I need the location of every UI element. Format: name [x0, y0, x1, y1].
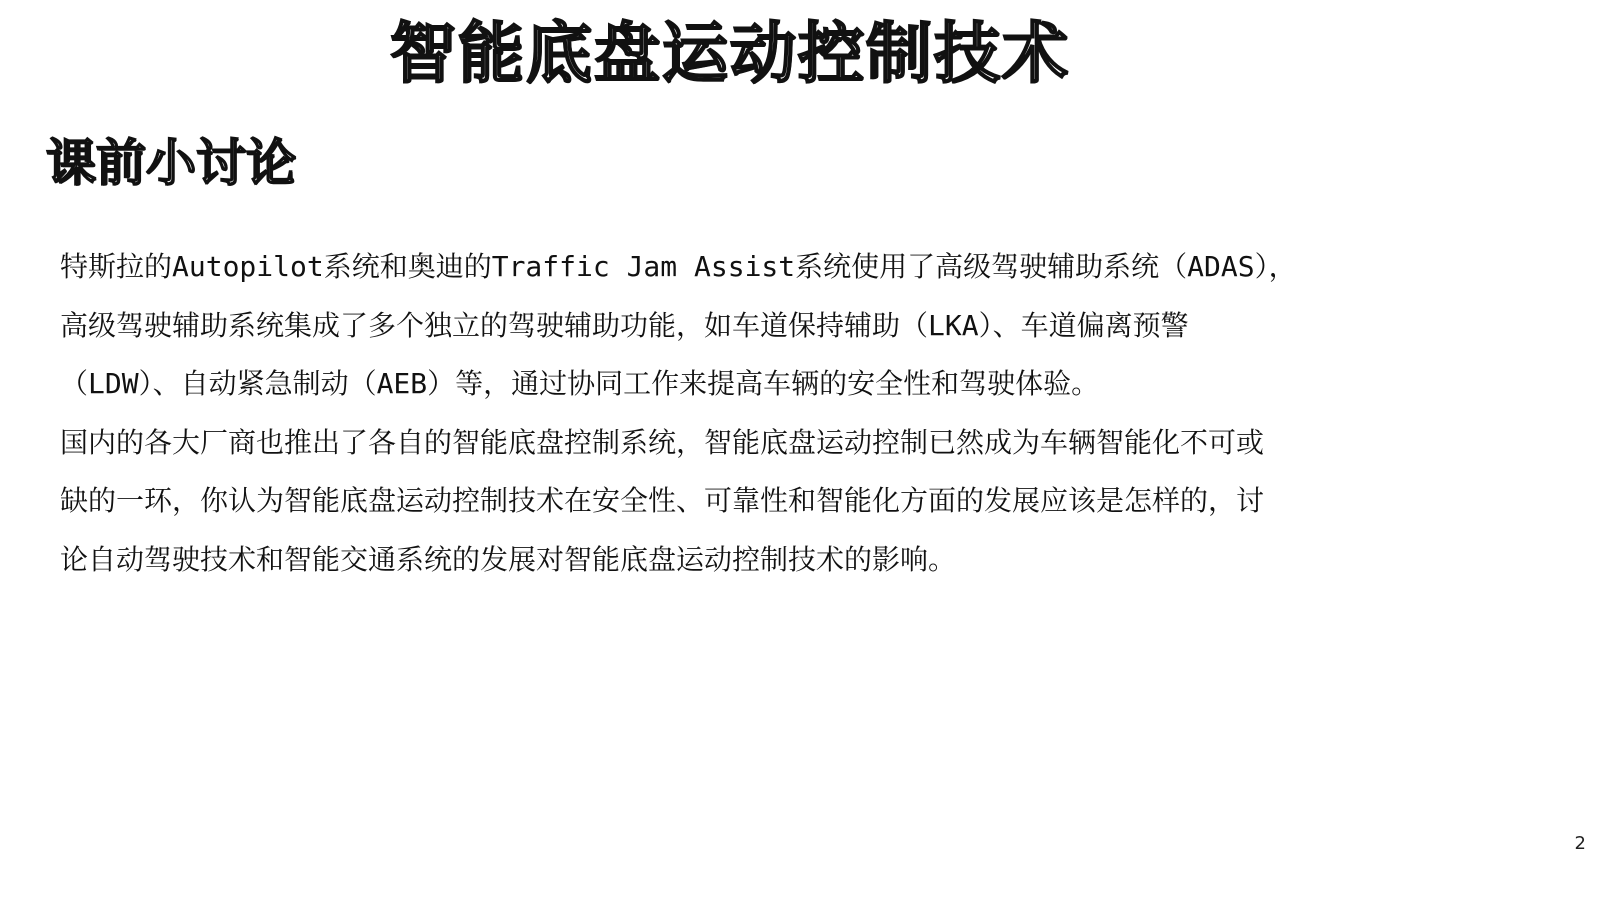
body-line: 国内的各大厂商也推出了各自的智能底盘控制系统，智能底盘运动控制已然成为车辆智能化不可或	[60, 425, 1265, 459]
body-line: 论自动驾驶技术和智能交通系统的发展对智能底盘运动控制技术的影响。	[60, 542, 957, 576]
body-line: 缺的一环，你认为智能底盘运动控制技术在安全性、可靠性和智能化方面的发展应该是怎样的，讨	[60, 484, 1265, 517]
body-line: 高级驾驶辅助系统集成了多个独立的驾驶辅助功能，如车道保持辅助（LKA）、车道偏离预警	[60, 308, 1189, 342]
body-line: 特斯拉的Autopilot系统和奥迪的Traffic Jam Assist系统使用了高级驾驶辅助系统（ADAS），	[60, 250, 1297, 283]
body-line: （LDW）、自动紧急制动（AEB）等，通过协同工作来提高车辆的安全性和驾驶体验。	[60, 367, 1100, 400]
section-title: 课前小讨论	[46, 134, 296, 192]
main-title: 智能底盘运动控制技术	[390, 15, 1070, 92]
page-number: 2	[1574, 833, 1586, 854]
body-text	[60, 238, 1480, 589]
